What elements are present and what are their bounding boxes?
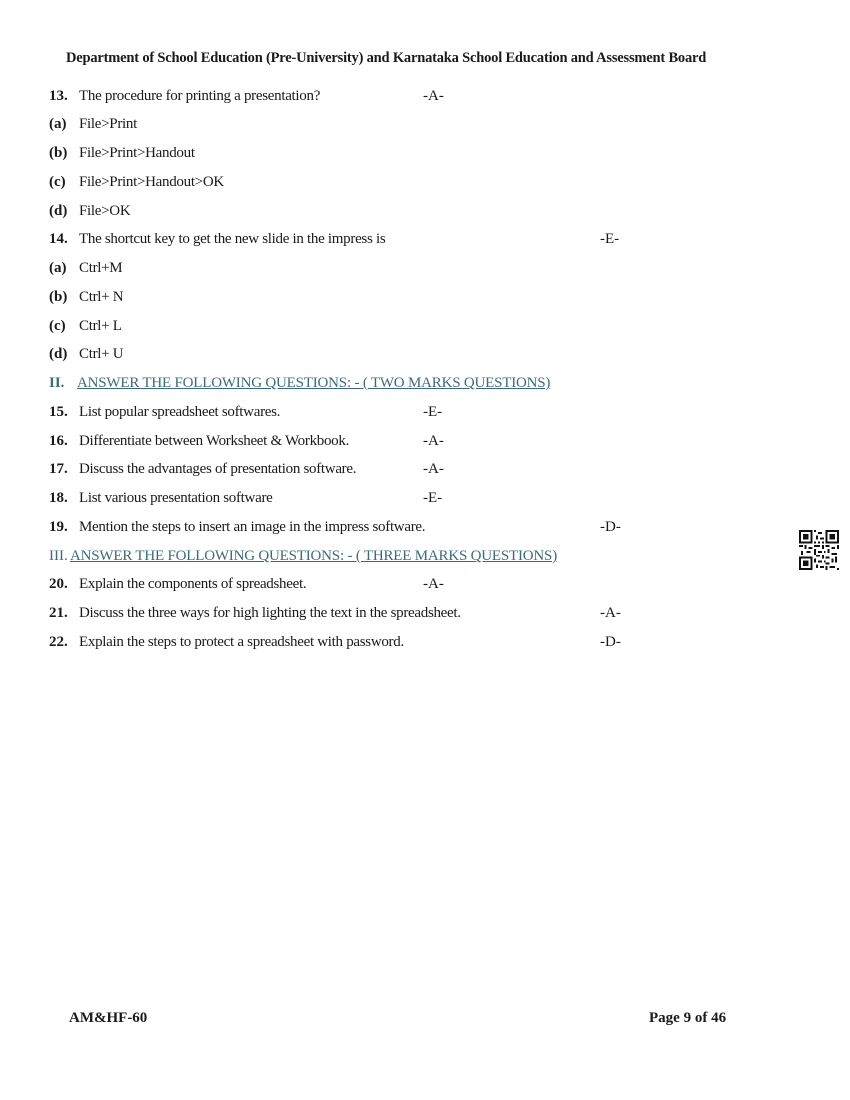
difficulty-code: -D- <box>600 519 621 535</box>
document-code: AM&HF-60 <box>69 1010 148 1026</box>
question-text: The shortcut key to get the new slide in the impress is <box>79 231 386 247</box>
question-text: List popular spreadsheet softwares. <box>79 404 281 420</box>
option-label: (d) <box>49 203 68 219</box>
option-text: File>Print <box>79 116 137 132</box>
difficulty-code: -E- <box>600 231 620 247</box>
option-label: (c) <box>49 174 66 190</box>
question-text: Explain the steps to protect a spreadsheet with password. <box>79 634 404 650</box>
section-number: II. <box>49 375 65 391</box>
section-title: ANSWER THE FOLLOWING QUESTIONS: - ( THREE MARKS QUESTIONS) <box>70 548 557 564</box>
option-label: (d) <box>49 346 68 362</box>
question-text: Discuss the advantages of presentation software. <box>79 461 357 477</box>
difficulty-code: -E- <box>423 404 443 420</box>
question-text: Discuss the three ways for high lighting the text in the spreadsheet. <box>79 605 461 621</box>
question-number: 14. <box>49 231 68 247</box>
page-header: Department of School Education (Pre-University) and Karnataka School Education and Assessment Board <box>66 50 707 66</box>
difficulty-code: -A- <box>423 576 444 592</box>
option-label: (a) <box>49 116 67 132</box>
option-label: (b) <box>49 145 68 161</box>
question-number: 15. <box>49 404 68 420</box>
difficulty-code: -A- <box>423 433 444 449</box>
question-text: List various presentation software <box>79 490 273 506</box>
difficulty-code: -A- <box>423 88 444 104</box>
option-label: (b) <box>49 289 68 305</box>
option-text: File>Print>Handout <box>79 145 195 161</box>
question-number: 19. <box>49 519 68 535</box>
question-text: Mention the steps to insert an image in the impress software. <box>79 519 426 535</box>
option-text: Ctrl+ L <box>79 318 122 334</box>
page-number: Page 9 of 46 <box>649 1010 727 1026</box>
option-label: (c) <box>49 318 66 334</box>
question-number: 13. <box>49 88 68 104</box>
question-number: 22. <box>49 634 68 650</box>
qr-code <box>799 530 839 570</box>
difficulty-code: -A- <box>423 461 444 477</box>
question-number: 17. <box>49 461 68 477</box>
question-text: Differentiate between Worksheet & Workbook. <box>79 433 350 449</box>
option-text: Ctrl+ N <box>79 289 124 305</box>
question-number: 16. <box>49 433 68 449</box>
option-text: File>OK <box>79 203 131 219</box>
option-text: File>Print>Handout>OK <box>79 174 224 190</box>
section-number: III. <box>49 548 68 564</box>
question-number: 18. <box>49 490 68 506</box>
question-number: 21. <box>49 605 68 621</box>
section-title: ANSWER THE FOLLOWING QUESTIONS: - ( TWO MARKS QUESTIONS) <box>77 375 551 391</box>
option-text: Ctrl+ U <box>79 346 124 362</box>
option-label: (a) <box>49 260 67 276</box>
difficulty-code: -E- <box>423 490 443 506</box>
question-number: 20. <box>49 576 68 592</box>
difficulty-code: -A- <box>600 605 621 621</box>
question-text: The procedure for printing a presentation? <box>79 88 321 104</box>
question-text: Explain the components of spreadsheet. <box>79 576 307 592</box>
difficulty-code: -D- <box>600 634 621 650</box>
option-text: Ctrl+M <box>79 260 123 276</box>
